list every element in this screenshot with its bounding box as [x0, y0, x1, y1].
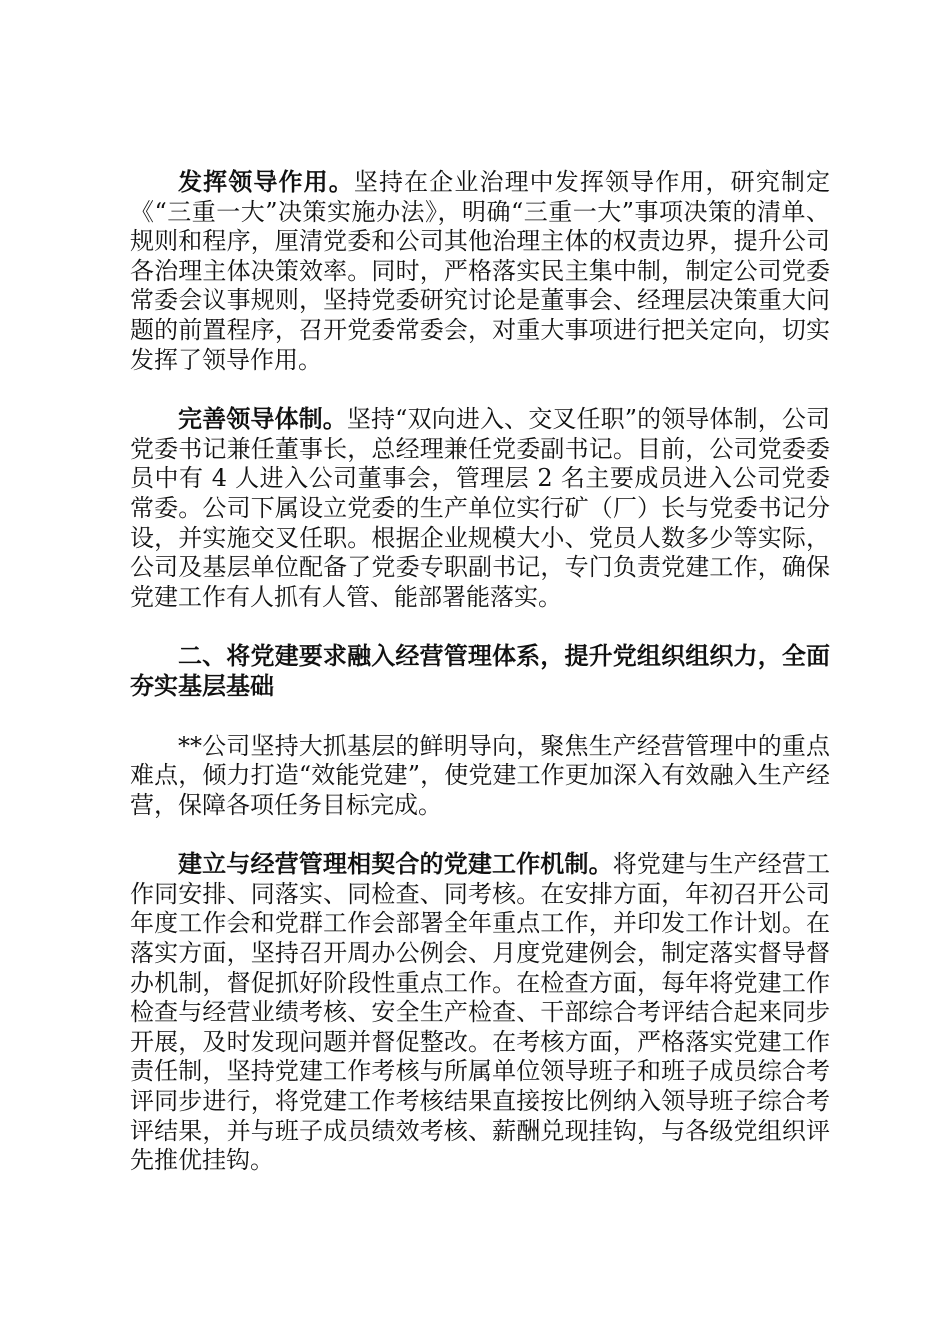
paragraph-intro	[130, 732, 830, 821]
paragraph-body: 坚持“双向进入、交叉任职”的领导体制，公司党委书记兼任董事长，总经理兼任党委副书记。目前，公司党委委员中有 4 人进入公司董事会，管理层 2 名主要成员进入公司党委常委。公司下属设立党委的生产单位实行矿（厂）长与党委书记分设，并实施交叉任职。根据企业规模大小、党员人数多少等实际，公司及基层单位配备了党委专职副书记，专门负责党建工作，确保党建工作有人抓有人管、能部署能落实。	[130, 405, 831, 611]
paragraph-work-mechanism	[130, 850, 830, 1176]
paragraph-leadership-role	[130, 168, 830, 375]
document-page	[130, 168, 830, 1206]
section-heading: 二、将党建要求融入经营管理体系，提升党组织组织力，全面夯实基层基础	[130, 642, 830, 700]
paragraph-lead: 完善领导体制。	[178, 405, 347, 434]
paragraph-body: **公司坚持大抓基层的鲜明导向，聚焦生产经营管理中的重点难点，倾力打造“效能党建”，使党建工作更加深入有效融入生产经营，保障各项任务目标完成。	[130, 731, 830, 819]
paragraph-lead: 发挥领导作用。	[178, 168, 354, 196]
paragraph-body: 将党建与生产经营工作同安排、同落实、同检查、同考核。在安排方面，年初召开公司年度工作会和党群工作会部署全年重点工作，并印发工作计划。在落实方面，坚持召开周办公例会、月度党建例会，制定落实督导督办机制，督促抓好阶段性重点工作。在检查方面，每年将党建工作检查与经营业绩考核、安全生产检查、干部综合考评结合起来同步开展，及时发现问题并督促整改。在考核方面，严格落实党建工作责任制，坚持党建工作考核与所属单位领导班子和班子成员综合考评同步进行，将党建工作考核结果直接按比例纳入领导班子综合考评结果，并与班子成员绩效考核、薪酬兑现挂钩，与各级党组织评先推优挂钩。	[130, 850, 831, 1175]
paragraph-leadership-system	[130, 405, 830, 612]
paragraph-lead: 建立与经营管理相契合的党建工作机制。	[178, 850, 613, 879]
paragraph-body: 坚持在企业治理中发挥领导作用，研究制定《“三重一大”决策实施办法》，明确“三重一大”事项决策的清单、规则和程序，厘清党委和公司其他治理主体的权责边界，提升公司各治理主体决策效率。同时，严格落实民主集中制，制定公司党委常委会议事规则，坚持党委研究讨论是董事会、经理层决策重大问题的前置程序，召开党委常委会，对重大事项进行把关定向，切实发挥了领导作用。	[130, 168, 831, 374]
